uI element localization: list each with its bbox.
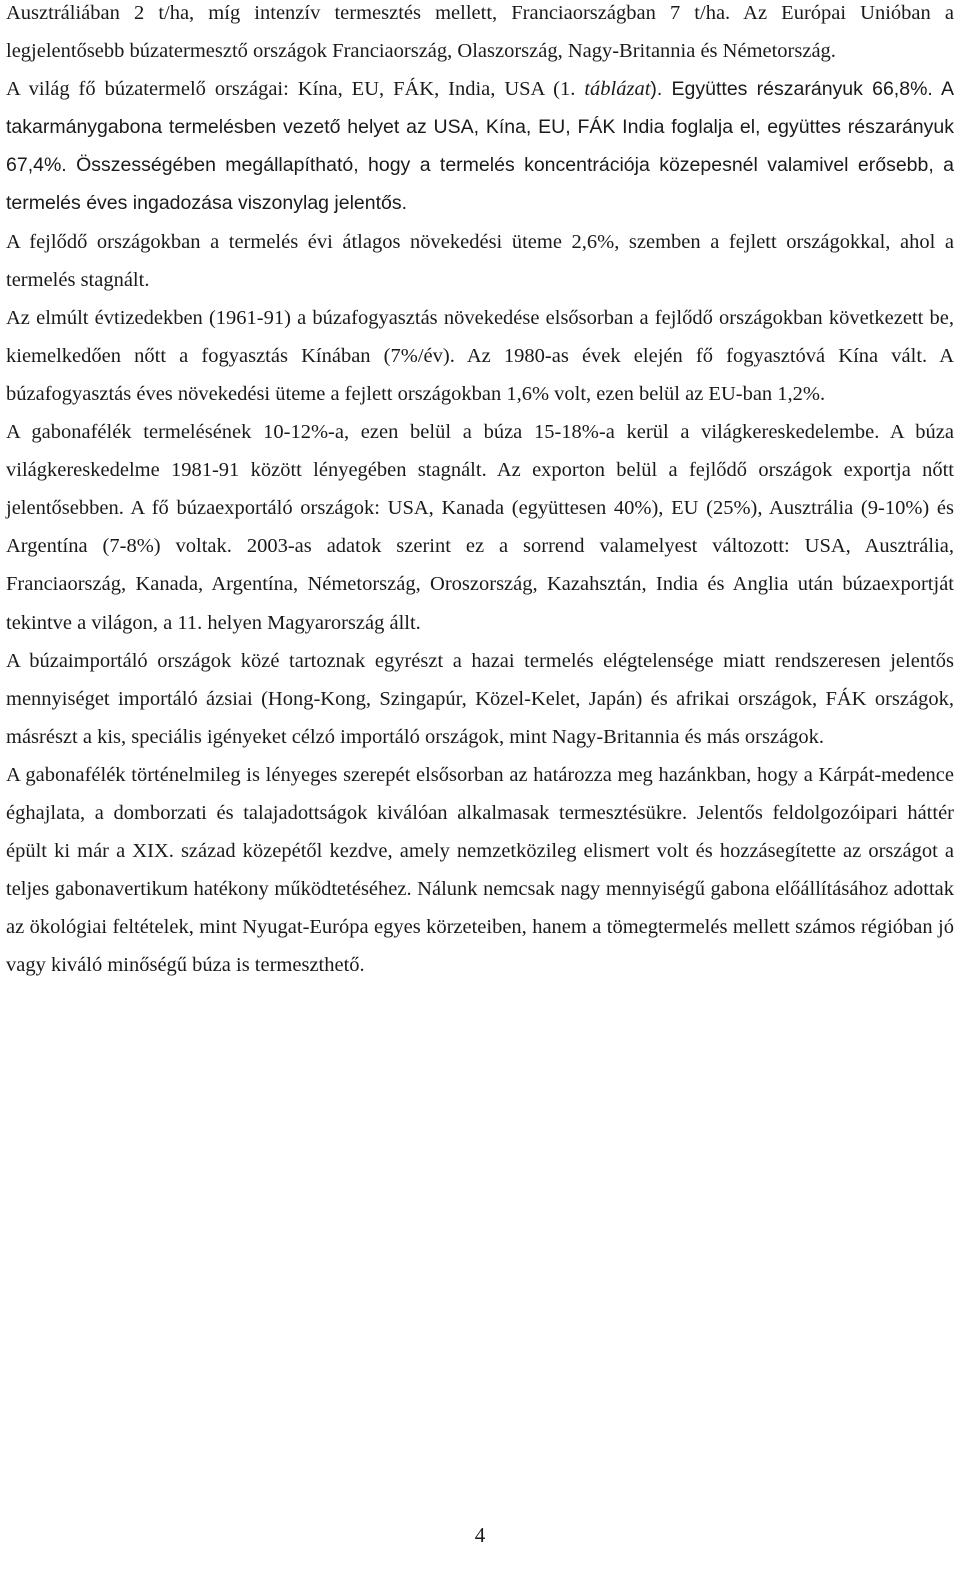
paragraph-text: A fejlődő országokban a termelés évi átlagos növekedési üteme 2,6%, szemben a fejlett országokkal, ahol a termelés stagnált. (6, 230, 954, 291)
body-text (6, 0, 954, 984)
paragraph-consumption (6, 299, 954, 413)
paragraph-text: A gabonafélék termelésének 10-12%-a, ezen belül a búza 15-18%-a kerül a világkereskedelembe. A búza világkereskedelme 1981-91 között lényegében stagnált. Az exporton belül a fejlődő országok exportja nőtt jelentősebben. A fő búzaexportáló országok: USA, Kanada (együttesen 40%), EU (25%), Ausztrália (9-10%) és Argentína (7-8%) voltak. 2003-as adatok szerint ez a sorrend valamelyest változott: USA, Ausztrália, Franciaország, Kanada, Argentína, Németország, Oroszország, Kazahsztán, India és Anglia után búzaexportját tekintve a világon, a 11. helyen Magyarország állt. (6, 421, 954, 634)
paragraph-world-trade (6, 413, 954, 642)
paragraph-production-yields (6, 0, 954, 70)
paragraph-text: ). Együttes részarányuk 66,8%. A takarmánygabona termelésben vezető helyet az USA, Kína, EU, FÁK India foglalja el, együttes részarányuk 67,4%. Összességében megállapítható, hogy a termelés koncentrációja közepesnél valamivel erősebb, a termelés éves ingadozása viszonylag jelentős. (6, 78, 954, 215)
table-reference: táblázat (584, 78, 651, 101)
paragraph-text: Ausztráliában 2 t/ha, míg intenzív termesztés mellett, Franciaországban 7 t/ha. Az Európai Unióban a legjelentősebb búzatermesztő országok Franciaország, Olaszország, Nagy-Britannia és Németország. (6, 2, 954, 63)
paragraph-developing-countries (6, 223, 954, 299)
page-number: 4 (474, 1523, 486, 1547)
paragraph-text: A gabonafélék történelmileg is lényeges szerepét elsősorban az határozza meg hazánkban, hogy a Kárpát-medence éghajlata, a domborzati és talajadottságok kiválóan alkalmasak termesztésükre. Jelentős feldolgozóipari háttér épült ki már a XIX. század közepétől kezdve, amely nemzetközileg elismert volt és hozzásegítette az országot a teljes gabonavertikum hatékony működtetéséhez. Nálunk nemcsak nagy mennyiségű gabona előállításához adottak az ökológiai feltételek, mint Nyugat-Európa egyes körzeteiben, hanem a tömegtermelés mellett számos régióban jó vagy kiváló minőségű búza is termeszthető. (6, 763, 954, 977)
paragraph-main-producers (6, 70, 954, 222)
paragraph-text: Az elmúlt évtizedekben (1961-91) a búzafogyasztás növekedése elsősorban a fejlődő országokban következett be, kiemelkedően nőtt a fogyasztás Kínában (7%/év). Az 1980-as évek elején fő fogyasztóvá Kína vált. A búzafogyasztás éves növekedési üteme a fejlett országokban 1,6% volt, ezen belül az EU-ban 1,2%. (6, 306, 954, 405)
paragraph-importers (6, 642, 954, 756)
paragraph-hungary (6, 756, 954, 985)
paragraph-text: A világ fő búzatermelő országai: Kína, EU, FÁK, India, USA (1. (6, 78, 585, 101)
paragraph-text: A búzaimportáló országok közé tartoznak egyrészt a hazai termelés elégtelensége miatt rendszeresen jelentős mennyiséget importáló ázsiai (Hong-Kong, Szingapúr, Közel-Kelet, Japán) és afrikai országok, FÁK országok, másrészt a kis, speciális igényeket célzó importáló országok, mint Nagy-Britannia és más országok. (6, 649, 954, 748)
